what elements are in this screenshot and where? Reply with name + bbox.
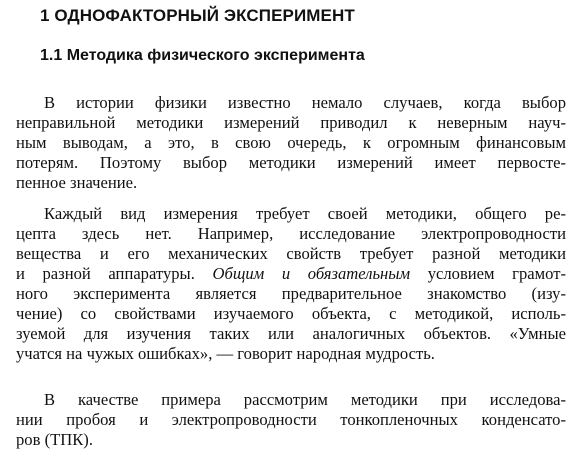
paragraph-line: ров (ТПК). bbox=[16, 430, 93, 449]
paragraph-line: Каждый вид измерения требует своей методики, общего ре- bbox=[44, 204, 566, 223]
paragraph-line: цепта здесь нет. Например, исследование электропроводности bbox=[16, 224, 566, 243]
paragraph-line: В качестве примера рассмотрим методики при исследова- bbox=[44, 390, 566, 409]
paragraph-line: потерям. Поэтому выбор методики измерений имеет первосте- bbox=[16, 153, 566, 172]
paragraph-line: ным выводам, а это, в свою очередь, к огромным финансовым bbox=[16, 133, 566, 152]
paragraph-line: нии пробоя и электропроводности тонкопленочных конденсато- bbox=[16, 410, 566, 429]
text-run: условием грамот- bbox=[427, 264, 566, 283]
paragraph-line: учатся на чужых ошибках», — говорит народная мудрость. bbox=[16, 344, 435, 363]
paragraph-line: пенное значение. bbox=[16, 173, 138, 192]
italic-phrase: Общим и обязательным bbox=[212, 264, 411, 283]
paragraph-line: вещества и его механических свойств требует разной методики bbox=[16, 244, 566, 263]
paragraph-line-mixed bbox=[16, 264, 566, 284]
paragraph-2 bbox=[16, 204, 566, 364]
paragraph-line: В истории физики известно немало случаев, когда выбор bbox=[44, 93, 566, 112]
paragraph-3 bbox=[16, 390, 566, 450]
paragraph-line: чение) со свойствами изучаемого объекта, с методикой, исполь- bbox=[16, 304, 566, 323]
paragraph-line: зуемой для изучения таких или аналогичных объектов. «Умные bbox=[16, 324, 566, 343]
section-heading: 1.1 Методика физического эксперимента bbox=[40, 47, 365, 64]
paragraph-1 bbox=[16, 93, 566, 193]
chapter-heading: 1 ОДНОФАКТОРНЫЙ ЭКСПЕРИМЕНТ bbox=[40, 6, 355, 25]
text-run: и разной аппаратуры. bbox=[16, 264, 195, 283]
paragraph-line: неправильной методики измерений приводил к неверным науч- bbox=[16, 113, 566, 132]
paragraph-line: ного эксперимента является предварительное знакомство (изу- bbox=[16, 284, 566, 303]
